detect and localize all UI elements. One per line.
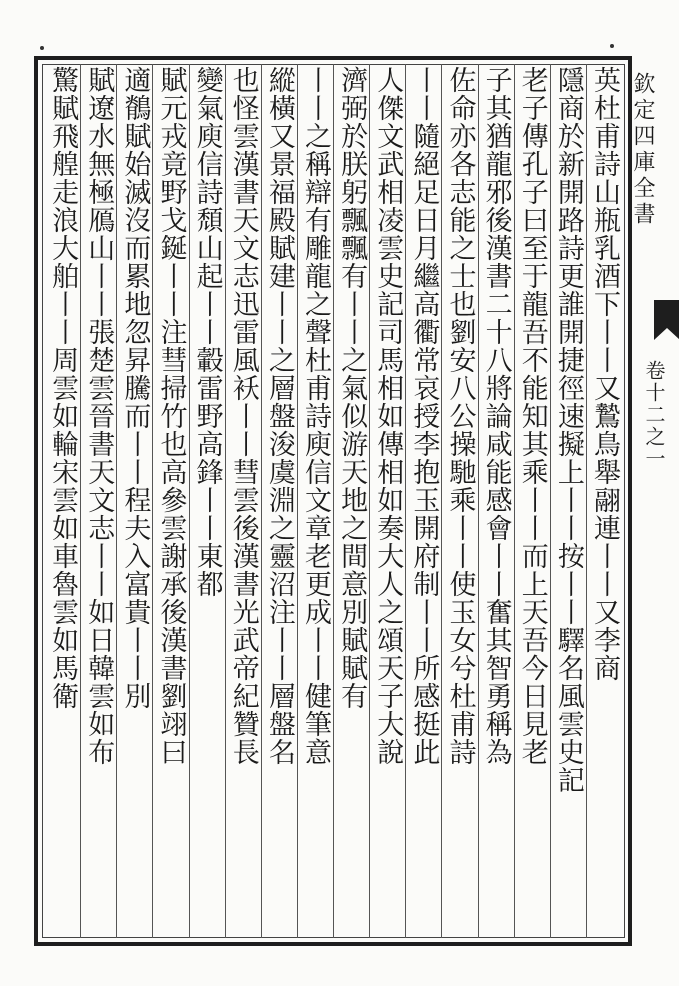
column-rule (189, 64, 190, 938)
text-column: 丨丨之稱辯有雕龍之聲杜甫詩庾信文章老更成丨丨健筆意 (300, 66, 331, 766)
text-column: 也怪雲漢書天文志迅雷風袄丨丨彗雲後漢書光武帝紀贊長 (227, 66, 259, 766)
text-column: 人傑文武相凌雲史記司馬相如傳相如奏大人之頌天子大說 (372, 66, 404, 766)
column-rule (297, 64, 298, 938)
column-rule (586, 64, 587, 938)
column-rule (116, 64, 117, 938)
column-rule (333, 64, 334, 938)
text-column: 賦元戎竟野戈鋋丨丨注彗掃竹也高參雲謝承後漢書劉翊曰 (155, 66, 187, 766)
text-column: 驚賦飛艎走浪大舶丨丨周雲如輪宋雲如車魯雲如馬衛 (47, 66, 79, 710)
text-column: 子其猶龍邪後漢書二十八將論咸能感會丨丨奮其智勇稱為 (480, 66, 512, 766)
ink-speck (40, 46, 44, 50)
column-rule (261, 64, 262, 938)
text-column: 英杜甫詩山瓶乳酒下丨丨又鷙鳥舉翮連丨丨又李商 (589, 66, 620, 682)
column-rule (514, 64, 515, 938)
text-column: 老子傳孔子曰至于龍吾不能知其乘丨丨而上天吾今日見老 (516, 66, 548, 766)
text-column: 濟弼於朕躬飄飄有丨丨之氣似游天地之間意別賦賦有 (336, 66, 368, 710)
chapter-label: 卷十二之一 (642, 360, 666, 470)
column-rule (152, 64, 153, 938)
book-title: 欽定四庫全書 (630, 72, 655, 228)
column-rule (550, 64, 551, 938)
column-rule (369, 64, 370, 938)
text-column: 縱橫又景福殿賦建丨丨之層盤浚虞淵之靈沼注丨丨層盤名 (263, 66, 295, 766)
ink-speck (610, 44, 614, 48)
column-rule (441, 64, 442, 938)
column-rule (225, 64, 226, 938)
column-rule (478, 64, 479, 938)
text-column: 變氣庾信詩頹山起丨丨轂雷野高鋒丨丨東都 (191, 66, 223, 598)
text-column: 隱商於新開路詩更誰開捷徑速擬上丨丨按丨丨驛名風雲史記 (552, 66, 584, 794)
text-column: 丨丨隨絕足日月繼高衢常哀授李抱玉開府制丨丨所感挺此 (408, 66, 440, 766)
text-column: 佐命亦各志能之士也劉安八公操馳乘丨丨使玉女兮杜甫詩 (444, 66, 476, 766)
column-rule (80, 64, 81, 938)
text-column: 賦遼水無極鴈山丨丨張楚雲晉書天文志丨丨如日韓雲如布 (83, 66, 115, 766)
column-rule (405, 64, 406, 938)
text-column: 適鶺賦始滅沒而累地忽昇騰而丨丨程夫入富貴丨丨別 (119, 66, 151, 710)
